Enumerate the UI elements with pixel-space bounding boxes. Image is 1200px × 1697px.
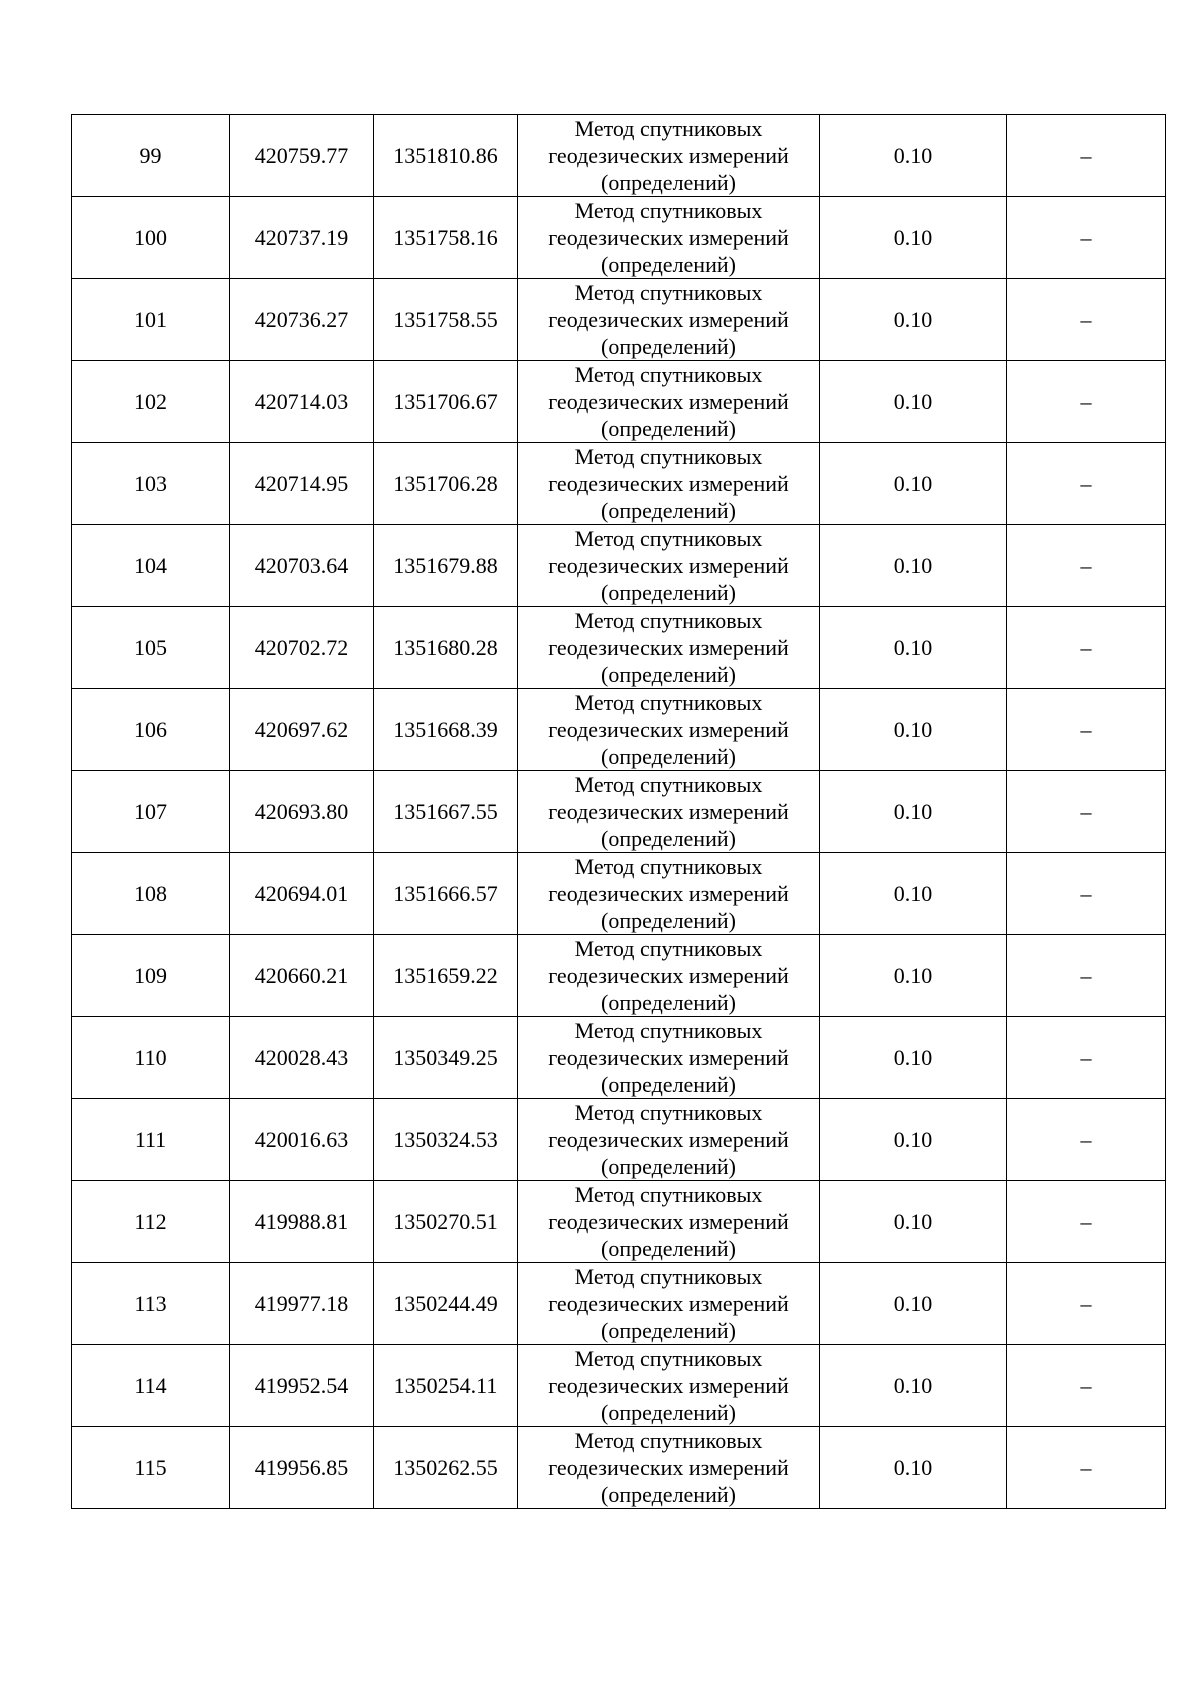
method-line: (определений): [601, 170, 736, 195]
coordinate-x-cell: 420697.62: [230, 689, 374, 771]
method-cell: [518, 607, 820, 689]
method-cell: [518, 361, 820, 443]
table-row: [72, 361, 1166, 443]
coordinate-x-cell: 420736.27: [230, 279, 374, 361]
table-row: [72, 1181, 1166, 1263]
method-cell: [518, 935, 820, 1017]
coordinate-x-cell: 420714.03: [230, 361, 374, 443]
method-cell: [518, 279, 820, 361]
point-number-cell: 113: [72, 1263, 230, 1345]
coordinate-y-cell: 1350244.49: [374, 1263, 518, 1345]
table-row: [72, 1345, 1166, 1427]
accuracy-cell: 0.10: [820, 443, 1007, 525]
method-line: Метод спутниковых: [574, 198, 763, 223]
point-number-cell: 101: [72, 279, 230, 361]
coordinates-table: [71, 114, 1166, 1509]
method-line: геодезических измерений: [548, 553, 789, 578]
method-line: Метод спутниковых: [574, 280, 763, 305]
method-line: Метод спутниковых: [574, 854, 763, 879]
point-number-cell: 111: [72, 1099, 230, 1181]
method-cell: [518, 853, 820, 935]
method-line: геодезических измерений: [548, 1455, 789, 1480]
method-line: геодезических измерений: [548, 389, 789, 414]
coordinate-y-cell: 1351810.86: [374, 115, 518, 197]
coordinate-x-cell: 420694.01: [230, 853, 374, 935]
table-row: [72, 935, 1166, 1017]
method-line: Метод спутниковых: [574, 690, 763, 715]
accuracy-cell: 0.10: [820, 1345, 1007, 1427]
coordinate-y-cell: 1350262.55: [374, 1427, 518, 1509]
note-cell: –: [1007, 1099, 1166, 1181]
method-line: Метод спутниковых: [574, 1182, 763, 1207]
accuracy-cell: 0.10: [820, 279, 1007, 361]
method-line: (определений): [601, 1318, 736, 1343]
table-row: [72, 443, 1166, 525]
point-number-cell: 103: [72, 443, 230, 525]
coordinate-y-cell: 1351758.16: [374, 197, 518, 279]
note-cell: –: [1007, 279, 1166, 361]
note-cell: –: [1007, 1263, 1166, 1345]
method-line: (определений): [601, 1072, 736, 1097]
table-row: [72, 525, 1166, 607]
method-line: Метод спутниковых: [574, 608, 763, 633]
note-cell: –: [1007, 689, 1166, 771]
coordinate-y-cell: 1351666.57: [374, 853, 518, 935]
coordinate-x-cell: 420693.80: [230, 771, 374, 853]
method-cell: [518, 115, 820, 197]
method-line: (определений): [601, 1236, 736, 1261]
method-line: геодезических измерений: [548, 1045, 789, 1070]
accuracy-cell: 0.10: [820, 361, 1007, 443]
accuracy-cell: 0.10: [820, 115, 1007, 197]
method-line: Метод спутниковых: [574, 526, 763, 551]
method-line: геодезических измерений: [548, 635, 789, 660]
method-line: (определений): [601, 580, 736, 605]
method-line: (определений): [601, 990, 736, 1015]
point-number-cell: 112: [72, 1181, 230, 1263]
accuracy-cell: 0.10: [820, 1263, 1007, 1345]
coordinate-y-cell: 1351680.28: [374, 607, 518, 689]
table-row: [72, 1017, 1166, 1099]
accuracy-cell: 0.10: [820, 197, 1007, 279]
coordinate-x-cell: 420028.43: [230, 1017, 374, 1099]
point-number-cell: 102: [72, 361, 230, 443]
method-line: геодезических измерений: [548, 307, 789, 332]
point-number-cell: 99: [72, 115, 230, 197]
method-line: геодезических измерений: [548, 225, 789, 250]
coordinate-x-cell: 420016.63: [230, 1099, 374, 1181]
coordinate-y-cell: 1351758.55: [374, 279, 518, 361]
method-line: (определений): [601, 1154, 736, 1179]
accuracy-cell: 0.10: [820, 1181, 1007, 1263]
method-line: (определений): [601, 252, 736, 277]
coordinate-x-cell: 420660.21: [230, 935, 374, 1017]
accuracy-cell: 0.10: [820, 935, 1007, 1017]
method-cell: [518, 1017, 820, 1099]
method-line: геодезических измерений: [548, 143, 789, 168]
method-cell: [518, 1345, 820, 1427]
coordinate-x-cell: 419956.85: [230, 1427, 374, 1509]
coordinate-y-cell: 1351667.55: [374, 771, 518, 853]
table-row: [72, 771, 1166, 853]
method-cell: [518, 1099, 820, 1181]
accuracy-cell: 0.10: [820, 771, 1007, 853]
note-cell: –: [1007, 115, 1166, 197]
method-line: Метод спутниковых: [574, 936, 763, 961]
method-line: Метод спутниковых: [574, 1264, 763, 1289]
point-number-cell: 107: [72, 771, 230, 853]
point-number-cell: 104: [72, 525, 230, 607]
table-row: [72, 689, 1166, 771]
method-line: Метод спутниковых: [574, 1428, 763, 1453]
method-line: геодезических измерений: [548, 799, 789, 824]
note-cell: –: [1007, 607, 1166, 689]
method-line: геодезических измерений: [548, 471, 789, 496]
method-line: геодезических измерений: [548, 1291, 789, 1316]
accuracy-cell: 0.10: [820, 607, 1007, 689]
point-number-cell: 115: [72, 1427, 230, 1509]
point-number-cell: 109: [72, 935, 230, 1017]
method-line: (определений): [601, 498, 736, 523]
method-cell: [518, 1263, 820, 1345]
method-cell: [518, 771, 820, 853]
table-row: [72, 1099, 1166, 1181]
method-line: (определений): [601, 1400, 736, 1425]
method-line: Метод спутниковых: [574, 1018, 763, 1043]
method-line: (определений): [601, 662, 736, 687]
coordinate-y-cell: 1350254.11: [374, 1345, 518, 1427]
coordinate-y-cell: 1351659.22: [374, 935, 518, 1017]
method-line: Метод спутниковых: [574, 362, 763, 387]
table-row: [72, 115, 1166, 197]
point-number-cell: 105: [72, 607, 230, 689]
method-line: Метод спутниковых: [574, 116, 763, 141]
method-line: геодезических измерений: [548, 1373, 789, 1398]
method-line: геодезических измерений: [548, 963, 789, 988]
method-line: (определений): [601, 826, 736, 851]
method-line: Метод спутниковых: [574, 1346, 763, 1371]
note-cell: –: [1007, 525, 1166, 607]
note-cell: –: [1007, 853, 1166, 935]
table-row: [72, 279, 1166, 361]
coordinate-x-cell: 420759.77: [230, 115, 374, 197]
table-row: [72, 197, 1166, 279]
coordinate-x-cell: 420737.19: [230, 197, 374, 279]
method-cell: [518, 197, 820, 279]
note-cell: –: [1007, 1345, 1166, 1427]
coordinate-y-cell: 1351679.88: [374, 525, 518, 607]
table-row: [72, 607, 1166, 689]
note-cell: –: [1007, 361, 1166, 443]
point-number-cell: 106: [72, 689, 230, 771]
coordinate-x-cell: 420703.64: [230, 525, 374, 607]
accuracy-cell: 0.10: [820, 853, 1007, 935]
accuracy-cell: 0.10: [820, 1017, 1007, 1099]
coordinate-x-cell: 419977.18: [230, 1263, 374, 1345]
note-cell: –: [1007, 1017, 1166, 1099]
coordinate-x-cell: 420714.95: [230, 443, 374, 525]
point-number-cell: 108: [72, 853, 230, 935]
method-line: Метод спутниковых: [574, 1100, 763, 1125]
method-cell: [518, 1427, 820, 1509]
method-cell: [518, 525, 820, 607]
coordinate-y-cell: 1350270.51: [374, 1181, 518, 1263]
method-cell: [518, 443, 820, 525]
accuracy-cell: 0.10: [820, 689, 1007, 771]
coordinate-y-cell: 1351706.28: [374, 443, 518, 525]
coordinates-table-body: [72, 115, 1166, 1509]
point-number-cell: 110: [72, 1017, 230, 1099]
coordinate-x-cell: 419952.54: [230, 1345, 374, 1427]
note-cell: –: [1007, 443, 1166, 525]
method-line: Метод спутниковых: [574, 772, 763, 797]
note-cell: –: [1007, 771, 1166, 853]
method-line: (определений): [601, 744, 736, 769]
accuracy-cell: 0.10: [820, 525, 1007, 607]
method-line: (определений): [601, 334, 736, 359]
coordinate-y-cell: 1351706.67: [374, 361, 518, 443]
method-line: геодезических измерений: [548, 1209, 789, 1234]
point-number-cell: 100: [72, 197, 230, 279]
method-line: (определений): [601, 908, 736, 933]
accuracy-cell: 0.10: [820, 1427, 1007, 1509]
method-cell: [518, 1181, 820, 1263]
note-cell: –: [1007, 197, 1166, 279]
table-row: [72, 1427, 1166, 1509]
table-row: [72, 1263, 1166, 1345]
method-line: (определений): [601, 1482, 736, 1507]
coordinate-y-cell: 1350349.25: [374, 1017, 518, 1099]
note-cell: –: [1007, 1181, 1166, 1263]
coordinate-y-cell: 1350324.53: [374, 1099, 518, 1181]
table-row: [72, 853, 1166, 935]
point-number-cell: 114: [72, 1345, 230, 1427]
note-cell: –: [1007, 935, 1166, 1017]
accuracy-cell: 0.10: [820, 1099, 1007, 1181]
coordinate-y-cell: 1351668.39: [374, 689, 518, 771]
method-cell: [518, 689, 820, 771]
method-line: геодезических измерений: [548, 1127, 789, 1152]
note-cell: –: [1007, 1427, 1166, 1509]
method-line: (определений): [601, 416, 736, 441]
coordinate-x-cell: 420702.72: [230, 607, 374, 689]
coordinate-x-cell: 419988.81: [230, 1181, 374, 1263]
method-line: геодезических измерений: [548, 717, 789, 742]
method-line: Метод спутниковых: [574, 444, 763, 469]
method-line: геодезических измерений: [548, 881, 789, 906]
